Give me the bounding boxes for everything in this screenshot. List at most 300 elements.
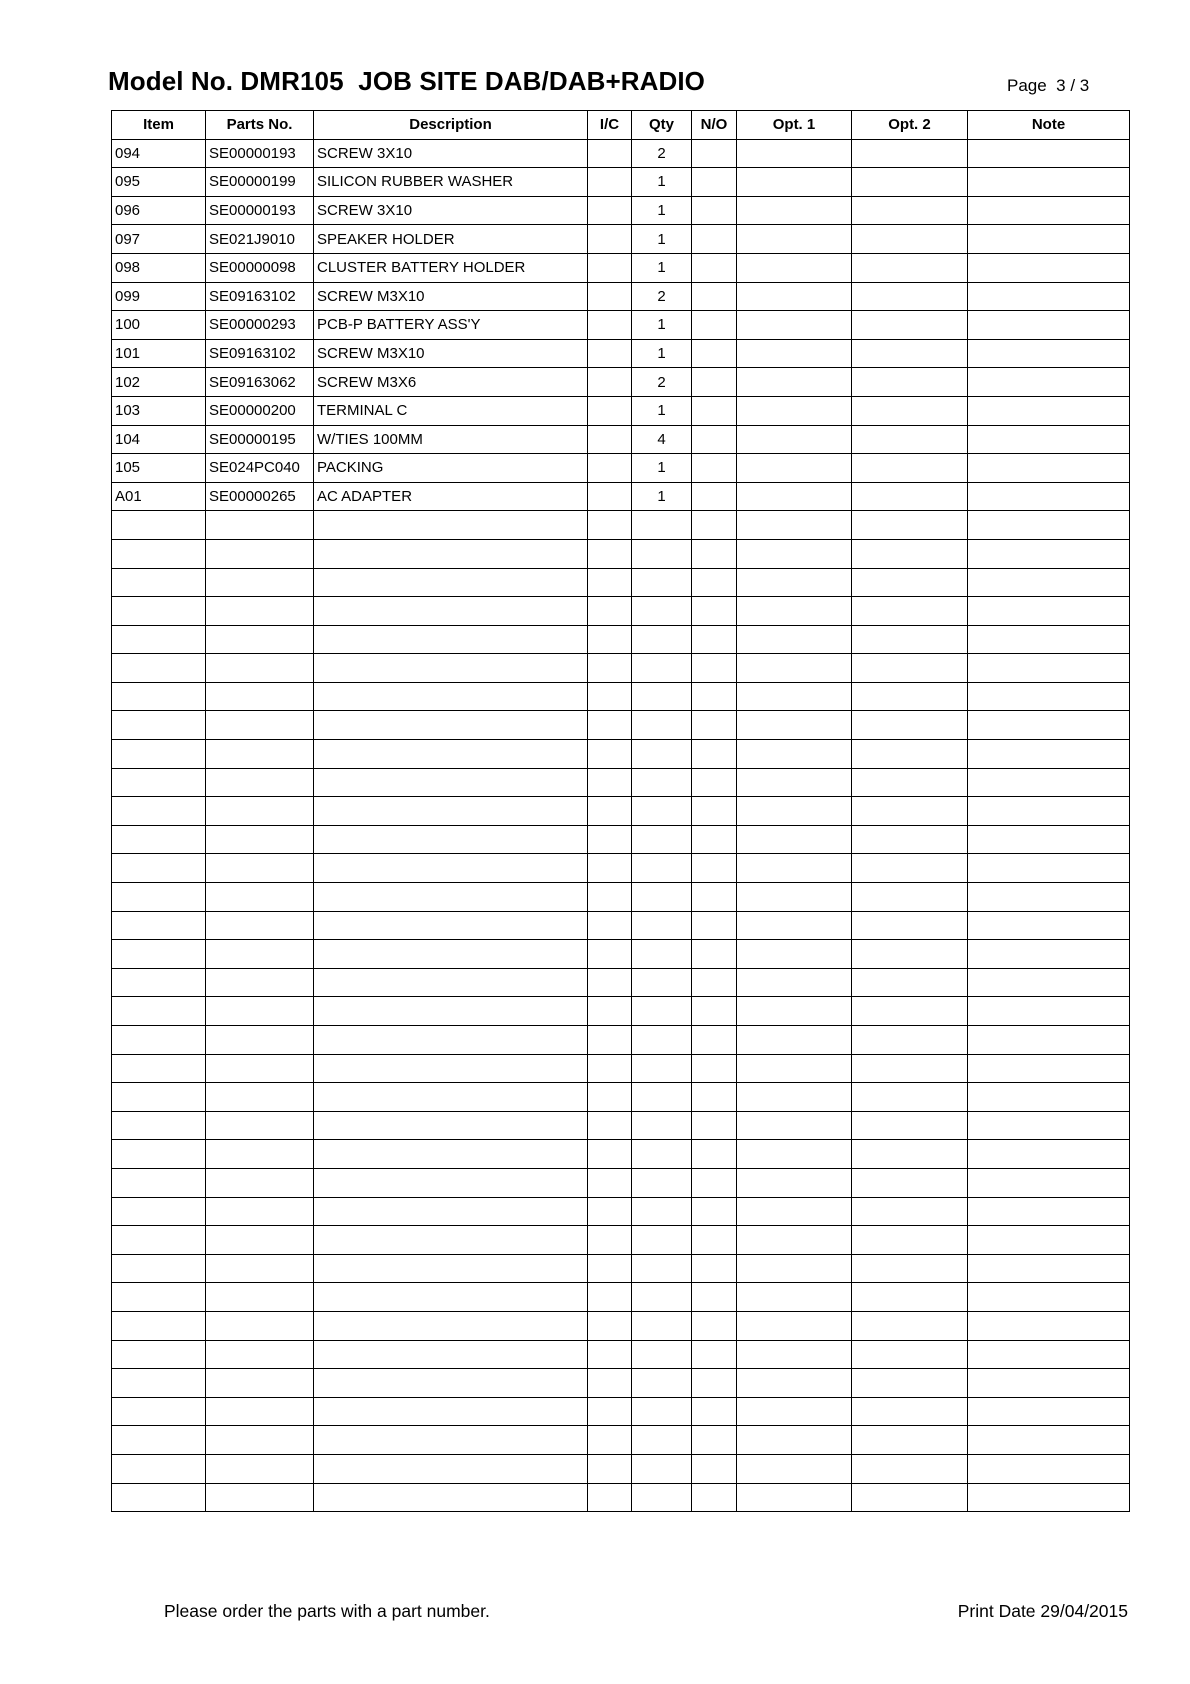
empty-cell [632,1340,692,1369]
empty-cell [632,1454,692,1483]
empty-cell [692,1340,737,1369]
empty-table-row [112,1369,1130,1398]
empty-cell [852,740,968,769]
empty-cell [112,1111,206,1140]
empty-table-row [112,711,1130,740]
empty-cell [632,1197,692,1226]
empty-cell [968,1111,1130,1140]
empty-cell [632,682,692,711]
cell-opt2 [852,454,968,483]
cell-parts-no: SE00000293 [206,311,314,340]
empty-cell [314,825,588,854]
cell-description: SCREW M3X10 [314,339,588,368]
empty-cell [206,1111,314,1140]
empty-cell [632,854,692,883]
empty-cell [632,1283,692,1312]
empty-cell [737,740,852,769]
empty-table-row [112,568,1130,597]
empty-cell [588,1283,632,1312]
empty-cell [737,1168,852,1197]
empty-cell [588,1454,632,1483]
table-row [112,482,1130,511]
empty-cell [737,1483,852,1512]
empty-cell [206,682,314,711]
table-row [112,425,1130,454]
empty-cell [206,1397,314,1426]
cell-no [692,311,737,340]
cell-no [692,196,737,225]
empty-cell [588,568,632,597]
cell-ic [588,482,632,511]
cell-opt1 [737,396,852,425]
empty-cell [632,940,692,969]
cell-parts-no: SE00000199 [206,168,314,197]
empty-cell [968,1283,1130,1312]
cell-note [968,482,1130,511]
empty-table-row [112,1111,1130,1140]
empty-cell [632,654,692,683]
empty-cell [737,1340,852,1369]
empty-cell [112,1397,206,1426]
empty-cell [692,854,737,883]
empty-table-row [112,825,1130,854]
empty-cell [588,740,632,769]
empty-cell [314,1340,588,1369]
empty-cell [588,768,632,797]
empty-cell [968,968,1130,997]
empty-cell [112,539,206,568]
cell-description: SPEAKER HOLDER [314,225,588,254]
empty-cell [314,1454,588,1483]
cell-item: 094 [112,139,206,168]
empty-cell [968,1168,1130,1197]
cell-opt1 [737,368,852,397]
empty-cell [314,1369,588,1398]
empty-table-row [112,1054,1130,1083]
empty-cell [852,854,968,883]
empty-cell [852,1311,968,1340]
empty-cell [588,511,632,540]
empty-cell [112,797,206,826]
empty-cell [314,911,588,940]
cell-qty: 1 [632,454,692,483]
empty-cell [692,968,737,997]
cell-parts-no: SE09163102 [206,339,314,368]
empty-cell [206,1226,314,1255]
empty-cell [737,682,852,711]
empty-cell [852,1111,968,1140]
empty-cell [692,797,737,826]
empty-cell [112,625,206,654]
cell-opt2 [852,196,968,225]
empty-cell [968,654,1130,683]
empty-cell [632,711,692,740]
empty-cell [692,1140,737,1169]
cell-qty: 1 [632,196,692,225]
empty-cell [314,511,588,540]
empty-cell [692,740,737,769]
cell-description: SCREW 3X10 [314,139,588,168]
empty-cell [588,1026,632,1055]
empty-cell [968,1311,1130,1340]
cell-item: 104 [112,425,206,454]
empty-cell [588,1254,632,1283]
empty-cell [632,1311,692,1340]
empty-cell [737,911,852,940]
empty-cell [692,1254,737,1283]
empty-cell [737,1254,852,1283]
empty-cell [632,968,692,997]
document-title: Model No. DMR105 JOB SITE DAB/DAB+RADIO [108,66,706,96]
empty-cell [737,1311,852,1340]
cell-opt2 [852,139,968,168]
cell-note [968,139,1130,168]
cell-no [692,425,737,454]
empty-cell [968,1026,1130,1055]
empty-cell [692,1226,737,1255]
empty-cell [632,1369,692,1398]
empty-cell [314,883,588,912]
empty-cell [852,1340,968,1369]
empty-cell [314,997,588,1026]
empty-cell [852,883,968,912]
empty-cell [737,597,852,626]
empty-cell [968,682,1130,711]
empty-cell [206,625,314,654]
empty-cell [968,511,1130,540]
cell-parts-no: SE00000265 [206,482,314,511]
empty-cell [737,797,852,826]
empty-cell [588,1426,632,1455]
empty-cell [588,1226,632,1255]
empty-cell [692,911,737,940]
cell-description: CLUSTER BATTERY HOLDER [314,253,588,282]
cell-no [692,225,737,254]
empty-cell [968,1340,1130,1369]
table-header-row [112,111,1130,140]
empty-cell [206,768,314,797]
column-header-qty: Qty [632,111,692,140]
empty-cell [968,854,1130,883]
table-row [112,196,1130,225]
cell-ic [588,225,632,254]
empty-cell [852,711,968,740]
cell-parts-no: SE00000098 [206,253,314,282]
empty-cell [632,911,692,940]
cell-ic [588,253,632,282]
empty-cell [112,1426,206,1455]
cell-no [692,454,737,483]
cell-no [692,396,737,425]
empty-table-row [112,1254,1130,1283]
empty-cell [314,1083,588,1112]
cell-item: A01 [112,482,206,511]
empty-cell [968,1083,1130,1112]
empty-cell [314,1226,588,1255]
cell-description: SCREW 3X10 [314,196,588,225]
table-row [112,339,1130,368]
empty-cell [737,1026,852,1055]
empty-cell [692,997,737,1026]
print-date: Print Date 29/04/2015 [957,1601,1128,1621]
empty-cell [852,597,968,626]
empty-cell [968,1454,1130,1483]
empty-cell [692,597,737,626]
empty-cell [112,968,206,997]
empty-cell [588,997,632,1026]
empty-cell [737,854,852,883]
cell-qty: 4 [632,425,692,454]
cell-note [968,168,1130,197]
column-header-item: Item [112,111,206,140]
empty-cell [852,1026,968,1055]
empty-cell [968,1397,1130,1426]
cell-ic [588,368,632,397]
empty-cell [968,539,1130,568]
empty-cell [588,797,632,826]
empty-cell [737,1197,852,1226]
cell-ic [588,168,632,197]
empty-cell [112,883,206,912]
empty-cell [588,1369,632,1398]
cell-parts-no: SE00000193 [206,139,314,168]
empty-cell [632,597,692,626]
empty-cell [852,911,968,940]
empty-cell [588,1397,632,1426]
empty-table-row [112,940,1130,969]
empty-cell [112,911,206,940]
cell-parts-no: SE00000195 [206,425,314,454]
empty-cell [112,1083,206,1112]
empty-cell [314,568,588,597]
column-header-description: Description [314,111,588,140]
empty-cell [968,597,1130,626]
cell-opt1 [737,253,852,282]
empty-cell [852,968,968,997]
empty-cell [737,1369,852,1398]
empty-cell [632,797,692,826]
empty-cell [588,1311,632,1340]
table-row [112,168,1130,197]
empty-cell [314,1111,588,1140]
cell-description: SCREW M3X6 [314,368,588,397]
empty-cell [852,797,968,826]
empty-table-row [112,740,1130,769]
empty-cell [112,568,206,597]
empty-cell [588,1140,632,1169]
empty-cell [852,1483,968,1512]
cell-opt1 [737,196,852,225]
empty-cell [852,625,968,654]
cell-qty: 1 [632,311,692,340]
empty-cell [588,1168,632,1197]
empty-cell [692,654,737,683]
empty-cell [112,740,206,769]
empty-cell [968,625,1130,654]
empty-cell [112,682,206,711]
empty-cell [632,568,692,597]
cell-parts-no: SE024PC040 [206,454,314,483]
empty-cell [112,1197,206,1226]
empty-cell [314,1483,588,1512]
empty-cell [968,740,1130,769]
empty-cell [852,1283,968,1312]
cell-description: PCB-P BATTERY ASS'Y [314,311,588,340]
empty-cell [206,1054,314,1083]
empty-cell [314,968,588,997]
empty-cell [692,940,737,969]
empty-cell [206,711,314,740]
empty-cell [314,1026,588,1055]
empty-cell [588,825,632,854]
empty-cell [632,883,692,912]
cell-opt2 [852,482,968,511]
table-row [112,454,1130,483]
empty-table-row [112,1026,1130,1055]
empty-table-row [112,1340,1130,1369]
empty-cell [737,1397,852,1426]
empty-cell [852,1226,968,1255]
empty-cell [852,1054,968,1083]
empty-table-row [112,1454,1130,1483]
empty-cell [692,1054,737,1083]
empty-cell [852,1397,968,1426]
empty-cell [968,1483,1130,1512]
order-note: Please order the parts with a part number. [164,1601,490,1621]
empty-table-row [112,854,1130,883]
empty-cell [588,682,632,711]
empty-cell [206,997,314,1026]
cell-no [692,168,737,197]
empty-cell [206,940,314,969]
empty-cell [968,1226,1130,1255]
empty-cell [692,1197,737,1226]
empty-cell [737,1054,852,1083]
cell-parts-no: SE021J9010 [206,225,314,254]
cell-ic [588,339,632,368]
cell-item: 096 [112,196,206,225]
cell-qty: 1 [632,225,692,254]
empty-cell [632,740,692,769]
empty-cell [206,539,314,568]
cell-item: 097 [112,225,206,254]
empty-cell [112,997,206,1026]
empty-cell [314,1426,588,1455]
cell-ic [588,196,632,225]
empty-cell [632,1083,692,1112]
empty-cell [692,1168,737,1197]
empty-cell [692,1283,737,1312]
empty-cell [112,654,206,683]
parts-table [111,110,1130,1512]
empty-cell [737,1111,852,1140]
cell-qty: 1 [632,253,692,282]
empty-cell [737,511,852,540]
empty-cell [968,797,1130,826]
empty-cell [692,1397,737,1426]
empty-cell [852,654,968,683]
empty-cell [206,1083,314,1112]
empty-cell [314,797,588,826]
empty-cell [737,997,852,1026]
empty-cell [112,1454,206,1483]
table-row [112,225,1130,254]
empty-cell [112,1226,206,1255]
cell-opt2 [852,225,968,254]
empty-cell [588,911,632,940]
empty-table-row [112,1483,1130,1512]
empty-cell [632,539,692,568]
empty-cell [737,883,852,912]
empty-cell [112,854,206,883]
empty-cell [852,568,968,597]
empty-cell [852,1426,968,1455]
empty-table-row [112,797,1130,826]
empty-cell [632,625,692,654]
empty-cell [112,768,206,797]
empty-cell [692,711,737,740]
empty-cell [206,825,314,854]
empty-table-row [112,1397,1130,1426]
empty-cell [112,711,206,740]
empty-cell [112,1369,206,1398]
empty-cell [737,768,852,797]
empty-cell [852,1369,968,1398]
empty-cell [206,1311,314,1340]
empty-cell [588,1083,632,1112]
empty-table-row [112,654,1130,683]
empty-cell [112,1340,206,1369]
cell-no [692,482,737,511]
cell-note [968,396,1130,425]
cell-opt2 [852,339,968,368]
cell-description: W/TIES 100MM [314,425,588,454]
empty-cell [737,1140,852,1169]
cell-opt1 [737,282,852,311]
cell-item: 099 [112,282,206,311]
empty-cell [112,511,206,540]
cell-opt2 [852,282,968,311]
cell-note [968,425,1130,454]
empty-table-row [112,997,1130,1026]
empty-cell [632,1168,692,1197]
empty-cell [852,1140,968,1169]
empty-cell [968,1426,1130,1455]
empty-cell [968,568,1130,597]
empty-cell [206,854,314,883]
empty-cell [968,768,1130,797]
empty-cell [632,825,692,854]
cell-item: 098 [112,253,206,282]
empty-cell [206,740,314,769]
cell-note [968,225,1130,254]
cell-qty: 1 [632,396,692,425]
empty-cell [112,597,206,626]
empty-cell [692,825,737,854]
empty-cell [206,1197,314,1226]
cell-opt2 [852,253,968,282]
empty-cell [632,1426,692,1455]
empty-cell [588,940,632,969]
empty-cell [632,1397,692,1426]
empty-cell [632,1026,692,1055]
cell-item: 105 [112,454,206,483]
table-row [112,311,1130,340]
cell-qty: 2 [632,139,692,168]
empty-cell [314,597,588,626]
empty-cell [112,1168,206,1197]
empty-cell [206,1026,314,1055]
